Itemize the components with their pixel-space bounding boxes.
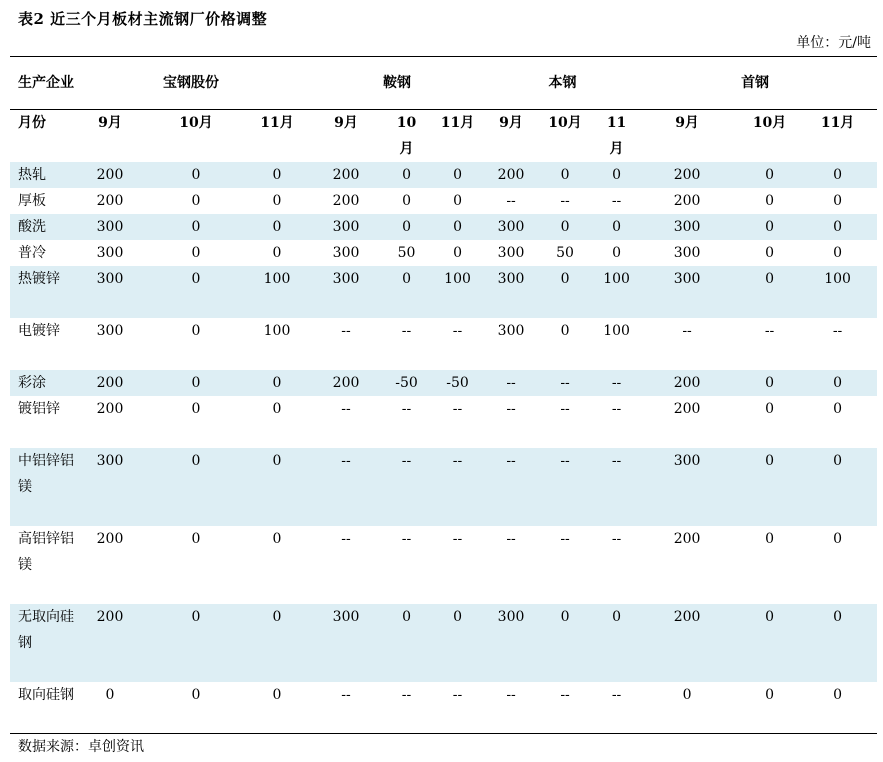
product-label: 热轧 [10, 162, 80, 188]
value-cell: -- [682, 322, 692, 339]
value-cell: 200 [492, 162, 530, 188]
value-cell: -- [341, 400, 351, 417]
month-cell: 9月 [675, 114, 699, 131]
value-cell: 200 [332, 192, 360, 209]
value-cell: 0 [798, 214, 877, 240]
value-cell: 200 [96, 530, 124, 547]
table-title: 表2 近三个月板材主流钢厂价格调整 [18, 10, 268, 28]
value-cell: -- [611, 686, 622, 703]
value-cell: 0 [191, 244, 201, 261]
value-cell: -- [611, 400, 622, 417]
value-cell: -- [492, 448, 530, 526]
value-cell: -- [452, 686, 463, 703]
value-cell: -- [560, 400, 570, 417]
table-row [10, 162, 877, 188]
value-cell: 0 [612, 244, 622, 261]
month-cell: 9月 [499, 114, 523, 131]
value-cell: 0 [140, 448, 252, 526]
table-row [10, 188, 877, 214]
value-cell: 300 [673, 244, 701, 261]
value-cell: 0 [191, 400, 201, 417]
value-cell: 300 [332, 244, 360, 261]
value-cell: 0 [682, 686, 692, 703]
value-cell: -- [302, 448, 390, 526]
value-cell: -- [401, 400, 412, 417]
value-cell: 0 [530, 266, 600, 318]
value-cell: 0 [765, 244, 775, 261]
value-cell: 300 [497, 322, 525, 339]
value-cell: -- [832, 322, 843, 339]
value-cell: 0 [272, 686, 282, 703]
value-cell: 0 [530, 604, 600, 682]
table-row [10, 370, 877, 396]
month-cell: 10月 [179, 114, 213, 131]
value-cell: 0 [741, 370, 798, 396]
value-cell: -- [341, 686, 351, 703]
value-cell: 0 [423, 214, 492, 240]
value-cell: 0 [798, 448, 877, 526]
value-cell: -- [600, 370, 633, 396]
value-cell: -- [390, 448, 423, 526]
value-cell: 0 [390, 214, 423, 240]
value-cell: 0 [390, 604, 423, 682]
month-cell: 10月 [752, 114, 787, 131]
value-cell: 0 [833, 400, 843, 417]
product-label: 彩涂 [10, 370, 80, 396]
month-cell: 11月 [440, 114, 475, 131]
value-cell: 200 [80, 370, 140, 396]
header-row-companies [10, 57, 877, 109]
value-cell: 100 [263, 322, 291, 339]
value-cell: -- [423, 448, 492, 526]
product-label: 电镀锌 [18, 322, 60, 339]
value-cell: 200 [96, 400, 124, 417]
value-cell: 300 [302, 214, 390, 240]
value-cell: 0 [741, 266, 798, 318]
value-cell: -- [506, 400, 516, 417]
month-cell: 10月 [396, 114, 417, 157]
value-cell: 0 [453, 244, 462, 261]
value-cell: -- [764, 322, 775, 339]
value-cell: -50 [390, 370, 423, 396]
value-cell: 0 [272, 192, 282, 209]
value-cell: 100 [252, 266, 302, 318]
value-cell: -50 [423, 370, 492, 396]
price-table [10, 57, 877, 734]
value-cell: 0 [741, 604, 798, 682]
product-label: 中铝锌铝镁 [10, 448, 80, 526]
table-row [10, 526, 877, 604]
value-cell: 0 [252, 604, 302, 682]
value-cell: 200 [633, 162, 741, 188]
value-cell: -- [401, 322, 412, 339]
value-cell: 300 [80, 266, 140, 318]
product-label: 厚板 [18, 192, 46, 209]
value-cell: 0 [252, 214, 302, 240]
value-cell: -- [341, 322, 351, 339]
table-row [10, 682, 877, 734]
value-cell: -- [341, 530, 351, 547]
table-row [10, 448, 877, 526]
value-cell: -- [506, 530, 516, 547]
header-row-months [10, 109, 877, 162]
month-cell: 9月 [334, 114, 358, 131]
value-cell: 0 [272, 244, 282, 261]
table-row [10, 266, 877, 318]
value-cell: 0 [402, 192, 411, 209]
value-cell: 300 [302, 266, 390, 318]
value-cell: 200 [633, 370, 741, 396]
value-cell: -- [452, 530, 463, 547]
value-cell: 200 [633, 604, 741, 682]
month-cell: 11月 [606, 114, 627, 157]
value-cell: 0 [390, 266, 423, 318]
value-cell: 300 [633, 266, 741, 318]
value-cell: 0 [600, 214, 633, 240]
table-row [10, 396, 877, 448]
value-cell: 0 [390, 162, 423, 188]
value-cell: 0 [140, 162, 252, 188]
value-cell: 0 [833, 530, 843, 547]
bottom-rule [10, 733, 877, 734]
month-cell: 11月 [820, 114, 855, 131]
value-cell: 0 [833, 244, 843, 261]
value-cell: 200 [302, 370, 390, 396]
value-cell: 0 [741, 214, 798, 240]
product-label: 镀铝锌 [18, 400, 60, 417]
company-header: 宝钢股份 [163, 74, 220, 91]
value-cell: 0 [600, 604, 633, 682]
table-row [10, 240, 877, 266]
value-cell: 0 [741, 448, 798, 526]
product-label: 无取向硅钢 [10, 604, 80, 682]
product-label: 普冷 [18, 244, 46, 261]
value-cell: 0 [423, 604, 492, 682]
source-note: 数据来源：卓创资讯 [18, 739, 144, 755]
value-cell: -- [560, 686, 570, 703]
product-label: 热镀锌 [10, 266, 80, 318]
value-cell: 0 [765, 400, 775, 417]
product-label: 高铝锌铝镁 [18, 530, 74, 573]
value-cell: 0 [423, 162, 492, 188]
company-header: 本钢 [548, 74, 577, 91]
value-cell: 300 [96, 244, 124, 261]
value-cell: 0 [252, 448, 302, 526]
value-cell: 300 [302, 604, 390, 682]
month-cell: 11月 [260, 114, 294, 131]
value-cell: 100 [600, 266, 633, 318]
value-cell: 200 [96, 192, 124, 209]
value-cell: 0 [530, 214, 600, 240]
value-cell: 0 [741, 162, 798, 188]
value-cell: 200 [302, 162, 390, 188]
value-cell: 0 [530, 162, 600, 188]
value-cell: -- [401, 530, 412, 547]
value-cell: 0 [765, 530, 775, 547]
month-cell: 10月 [548, 114, 582, 131]
value-cell: 0 [560, 322, 570, 339]
value-cell: -- [452, 400, 463, 417]
value-cell: -- [401, 686, 412, 703]
value-cell: -- [600, 448, 633, 526]
value-cell: 200 [673, 192, 701, 209]
value-cell: 300 [497, 244, 525, 261]
value-cell: 0 [765, 686, 775, 703]
value-cell: 300 [492, 214, 530, 240]
value-cell: -- [530, 370, 600, 396]
value-cell: 300 [633, 214, 741, 240]
table-row [10, 318, 877, 370]
value-cell: -- [530, 448, 600, 526]
value-cell: 0 [252, 370, 302, 396]
value-cell: 300 [80, 214, 140, 240]
value-cell: 300 [492, 266, 530, 318]
value-cell: 0 [833, 192, 843, 209]
value-cell: 300 [96, 322, 124, 339]
value-cell: -- [611, 530, 622, 547]
month-cell: 9月 [98, 114, 122, 131]
unit-label: 单位：元/吨 [796, 35, 871, 51]
value-cell: 0 [191, 686, 201, 703]
value-cell: 50 [556, 244, 574, 261]
value-cell: 50 [397, 244, 416, 261]
value-cell: -- [452, 322, 463, 339]
value-cell: -- [506, 686, 516, 703]
table-row [10, 214, 877, 240]
value-cell: 200 [673, 530, 701, 547]
value-cell: -- [506, 192, 516, 209]
value-cell: 0 [140, 604, 252, 682]
value-cell: 0 [191, 322, 201, 339]
company-header: 首钢 [741, 74, 770, 91]
value-cell: 300 [80, 448, 140, 526]
value-cell: 0 [272, 530, 282, 547]
producer-header: 生产企业 [18, 74, 74, 91]
value-cell: 200 [673, 400, 701, 417]
product-label: 取向硅钢 [18, 686, 74, 703]
value-cell: 0 [252, 162, 302, 188]
value-cell: 100 [603, 322, 630, 339]
value-cell: -- [611, 192, 622, 209]
value-cell: -- [560, 530, 570, 547]
value-cell: 0 [191, 192, 201, 209]
value-cell: 100 [798, 266, 877, 318]
month-header: 月份 [18, 114, 46, 131]
value-cell: 0 [765, 192, 775, 209]
value-cell: 300 [633, 448, 741, 526]
value-cell: 0 [600, 162, 633, 188]
table-row [10, 604, 877, 682]
product-label: 酸洗 [10, 214, 80, 240]
value-cell: 0 [833, 686, 843, 703]
value-cell: 0 [140, 214, 252, 240]
value-cell: 0 [798, 370, 877, 396]
value-cell: 100 [423, 266, 492, 318]
value-cell: -- [560, 192, 570, 209]
value-cell: 0 [191, 530, 201, 547]
value-cell: 300 [492, 604, 530, 682]
value-cell: 0 [140, 370, 252, 396]
value-cell: 200 [80, 162, 140, 188]
table-body [10, 57, 877, 734]
value-cell: -- [492, 370, 530, 396]
value-cell: 0 [140, 266, 252, 318]
value-cell: 0 [798, 604, 877, 682]
company-header: 鞍钢 [383, 74, 412, 91]
value-cell: 0 [798, 162, 877, 188]
value-cell: 0 [453, 192, 462, 209]
value-cell: 0 [105, 686, 115, 703]
value-cell: 200 [80, 604, 140, 682]
value-cell: 0 [272, 400, 282, 417]
